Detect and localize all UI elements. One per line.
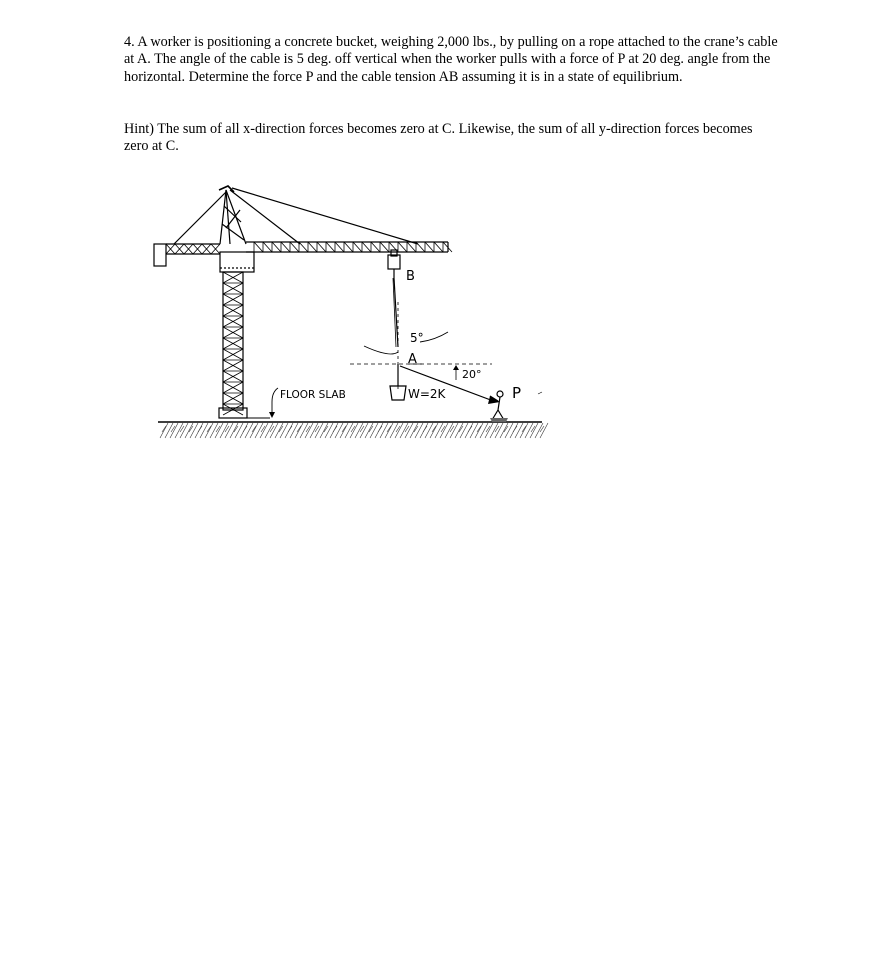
crane-figure: [150, 182, 550, 444]
label-a: A: [408, 352, 417, 367]
weight-label: W=2K: [408, 387, 446, 401]
slewing-unit: [220, 252, 254, 272]
angle-5-label: 5°: [410, 331, 424, 345]
floor-slab-label: FLOOR SLAB: [280, 389, 346, 401]
angle-20-label: 20°: [462, 368, 482, 381]
counter-jib: [154, 192, 226, 266]
label-b: B: [406, 269, 415, 284]
crane-diagram: [150, 182, 550, 444]
main-jib: [230, 188, 452, 252]
problem-statement: 4. A worker is positioning a concrete bucket, weighing 2,000 lbs., by pulling on a rope attached to the crane’s cable at A. The angle of the cable is 5 deg. off vertical when the worker pulls with a force of P at 20 deg. angle from the horizontal. Determine the force P and the cable tension AB assuming it is in a state of equilibrium.: [124, 34, 778, 85]
arc-5deg: [364, 346, 398, 354]
ground-hatch: [158, 422, 548, 438]
trolley-b: [388, 250, 400, 278]
crane-mast: [219, 272, 247, 418]
force-p-label: P: [512, 384, 522, 402]
hint-text: Hint) The sum of all x-direction forces becomes zero at C. Likewise, the sum of all y-direction forces becomes zero at C.: [124, 121, 753, 155]
floor-slab-leader: [272, 388, 278, 416]
worker-figure: [490, 391, 508, 422]
